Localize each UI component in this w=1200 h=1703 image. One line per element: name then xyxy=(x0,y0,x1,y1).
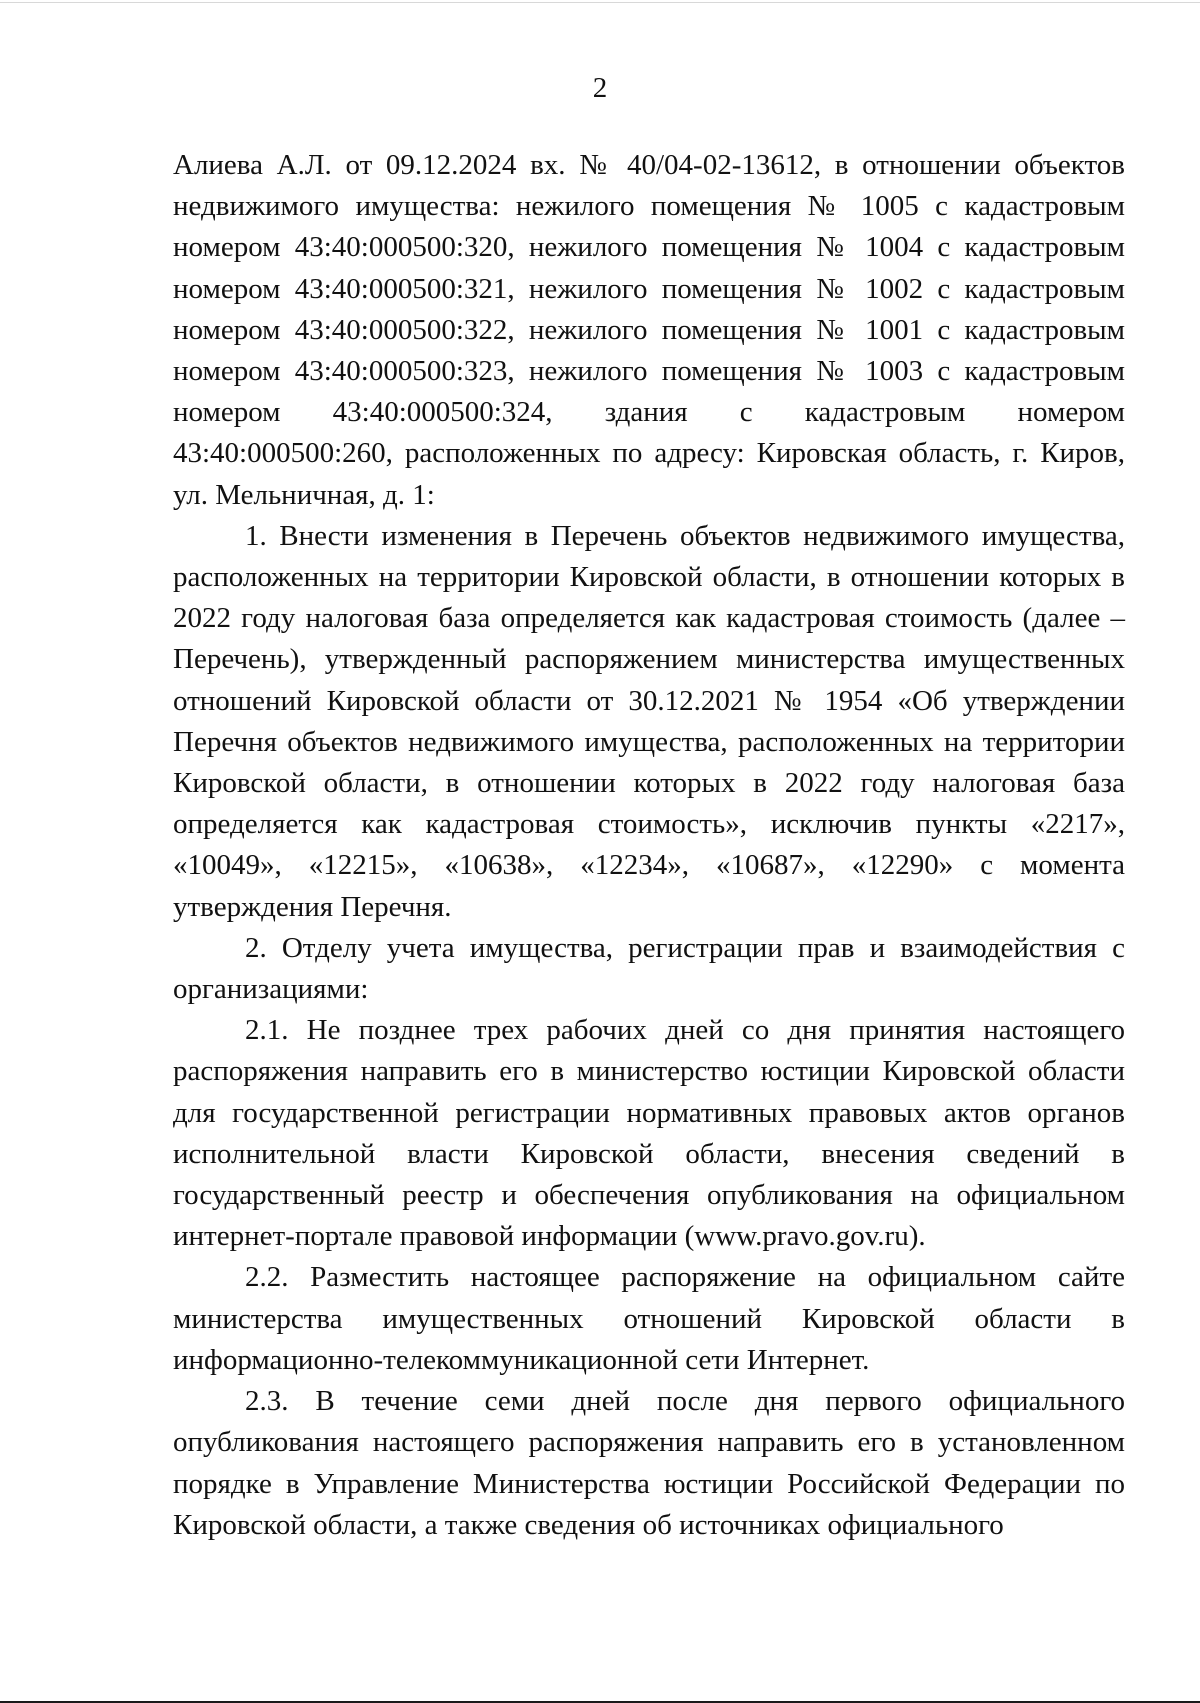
paragraph-item-2-2: 2.2. Разместить настоящее распоряжение на официальном сайте министерства имущественных отношений Кировской области в информационно-телекоммуникационной сети Интернет. xyxy=(173,1261,1125,1376)
paragraph-applicant-and-objects: Алиева А.Л. от 09.12.2024 вх. № 40/04-02-13612, в отношении объектов недвижимого имущества: нежилого помещения № 1005 с кадастровым номером 43:40:000500:320, нежилого помещения № 1004 с кадастровым номером 43:40:000500:321, нежилого помещения № 1002 с кадастровым номером 43:40:000500:322, нежилого помещения № 1001 с кадастровым номером 43:40:000500:323, нежилого помещения № 1003 с кадастровым номером 43:40:000500:324, здания с кадастровым номером 43:40:000500:260, расположенных по адресу: Кировская область, г. Киров, ул. Мельничная, д. 1: xyxy=(173,149,1125,511)
paragraph-item-2: 2. Отделу учета имущества, регистрации прав и взаимодействия с организациями: xyxy=(173,931,1125,1006)
scan-top-edge xyxy=(0,2,1200,3)
document-body xyxy=(173,145,1125,1546)
paragraph-item-1: 1. Внести изменения в Перечень объектов недвижимого имущества, расположенных на территории Кировской области, в отношении которых в 2022 году налоговая база определяется как кадастровая стоимость (далее – Перечень), утвержденный распоряжением министерства имущественных отношений Кировской области от 30.12.2021 № 1954 «Об утверждении Перечня объектов недвижимого имущества, расположенных на территории Кировской области, в отношении которых в 2022 году налоговая база определяется как кадастровая стоимость», исключив пункты «2217», «10049», «12215», «10638», «12234», «10687», «12290» с момента утверждения Перечня. xyxy=(173,519,1125,923)
page-number: 2 xyxy=(592,72,608,104)
paragraph-item-2-1: 2.1. Не позднее трех рабочих дней со дня принятия настоящего распоряжения направить его в министерство юстиции Кировской области для государственной регистрации нормативных правовых актов органов исполнительной власти Кировской области, внесения сведений в государственный реестр и обеспечения опубликования на официальном интернет-портале правовой информации (www.pravo.gov.ru). xyxy=(173,1014,1125,1253)
paragraph-item-2-3: 2.3. В течение семи дней после дня первого официального опубликования настоящего распоряжения направить его в установленном порядке в Управление Министерства юстиции Российской Федерации по Кировской области, а также сведения об источниках официального xyxy=(173,1385,1125,1541)
